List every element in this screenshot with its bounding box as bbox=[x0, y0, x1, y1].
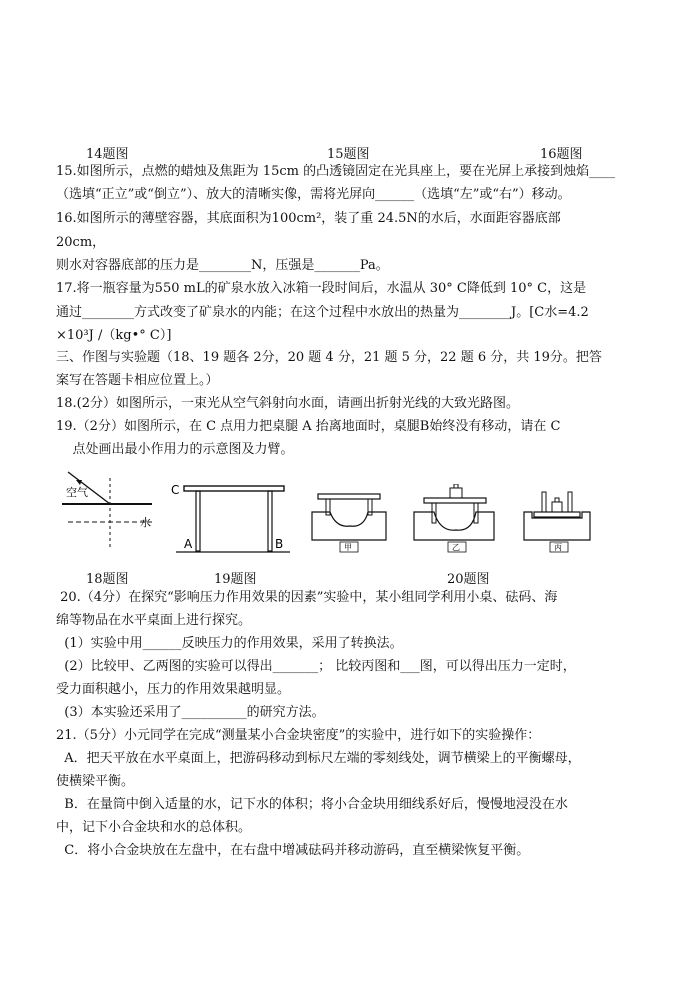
q21-line4: B．在量筒中倒入适量的水，记下水的体积；将小合金块用细线系好后，慢慢地浸没在水 bbox=[56, 797, 568, 812]
q20-line4: (2）比较甲、乙两图的实验可以得出_______； 比较丙图和___图，可以得出压力一定时， bbox=[56, 659, 576, 674]
fig18-water-label: 水 bbox=[140, 516, 151, 529]
q20-line6: (3）本实验还采用了__________的研究方法。 bbox=[56, 705, 325, 720]
q19-line2: 点处画出最小作用力的示意图及力臂。 bbox=[56, 442, 294, 457]
q18-line1: 18.(2分）如图所示，一束光从空气斜射向水面，请画出折射光线的大致光路图。 bbox=[56, 396, 520, 411]
section3-heading-line2: 案写在答题卡相应位置上。） bbox=[56, 373, 219, 388]
section3-heading-line1: 三、作图与实验题（18、19 题各 2分，20 题 4 分，21 题 5 分，22 题 6 分，共 19分。把答 bbox=[56, 350, 602, 365]
fig20-label-bing: 丙 bbox=[554, 543, 562, 552]
q21-line1: 21.（5分）小元同学在完成“测量某小合金块密度”的实验中，进行如下的实验操作： bbox=[56, 728, 541, 743]
q21-line5: 中，记下小合金块和水的总体积。 bbox=[56, 820, 252, 835]
fig20-setup-bing bbox=[524, 492, 590, 552]
table-leg-b bbox=[268, 491, 272, 551]
fig20-label-yi: 乙 bbox=[452, 543, 460, 552]
fig20-setup-jia bbox=[312, 494, 386, 552]
caption-fig15: 15题图 bbox=[327, 147, 370, 162]
fig20-label-jia: 甲 bbox=[344, 543, 352, 552]
q21-line3: 使横梁平衡。 bbox=[56, 774, 135, 789]
q17-line3: ×10³J /（kg•° C）] bbox=[56, 328, 172, 343]
q20-line2: 绵等物品在水平桌面上进行探究。 bbox=[56, 613, 252, 628]
q17-line1: 17.将一瓶容量为550 mL的矿泉水放入冰箱一段时间后，水温从 30° C降低到 10° C，这是 bbox=[56, 281, 587, 296]
table-leg-a bbox=[196, 491, 200, 551]
q19-line1: 19.（2分）如图所示，在 C 点用力把桌腿 A 抬离地面时，桌腿B始终没有移动，请在 C bbox=[56, 419, 561, 434]
q16-line3: 则水对容器底部的压力是________N，压强是_______Pa。 bbox=[56, 258, 389, 273]
fig19-label-a: A bbox=[184, 537, 193, 551]
q20-line1: 20.（4分）在探究“影响压力作用效果的因素”实验中，某小组同学利用小桌、砝码、海 bbox=[56, 590, 558, 605]
fig20-setup-yi bbox=[414, 484, 494, 552]
fig18-air-label: 空气 bbox=[66, 486, 88, 499]
fig19-label-c: C bbox=[171, 483, 180, 497]
q15-line2: （选填“正立”或“倒立”）、放大的清晰实像，需将光屏向______（选填“左”或“右”）移动。 bbox=[56, 187, 571, 202]
tabletop bbox=[184, 486, 284, 491]
caption-fig18: 18题图 bbox=[86, 572, 129, 587]
fig19-table-diagram bbox=[168, 478, 293, 554]
fig20-sponge-diagram bbox=[306, 484, 591, 564]
q16-line1: 16.如图所示的薄壁容器，其底面积为100cm²，装了重 24.5N的水后，水面距容器底部 bbox=[56, 211, 561, 226]
fig19-label-b: B bbox=[275, 537, 284, 551]
q16-line2: 20cm， bbox=[56, 235, 106, 250]
q21-line2: A．把天平放在水平桌面上，把游码移动到标尺左端的零刻线处，调节横梁上的平衡螺母， bbox=[56, 751, 581, 766]
q20-line5: 受力面积越小，压力的作用效果越明显。 bbox=[56, 682, 291, 697]
caption-fig19: 19题图 bbox=[214, 572, 257, 587]
caption-fig16: 16题图 bbox=[540, 147, 583, 162]
q20-line3: (1）实验中用______反映压力的作用效果，采用了转换法。 bbox=[56, 636, 403, 651]
caption-fig20: 20题图 bbox=[447, 572, 490, 587]
caption-fig14: 14题图 bbox=[86, 147, 129, 162]
q15-line1: 15.如图所示，点燃的蜡烛及焦距为 15cm 的凸透镜固定在光具座上，要在光屏上承接到烛焰____ bbox=[56, 164, 616, 179]
q17-line2: 通过________方式改变了矿泉水的内能；在这个过程中水放出的热量为________J。[C水=4.2 bbox=[56, 305, 589, 320]
q21-line6: C．将小合金块放在左盘中，在右盘中增减砝码并移动游码，直至横梁恢复平衡。 bbox=[56, 843, 530, 858]
fig18-refraction-diagram bbox=[60, 468, 160, 558]
